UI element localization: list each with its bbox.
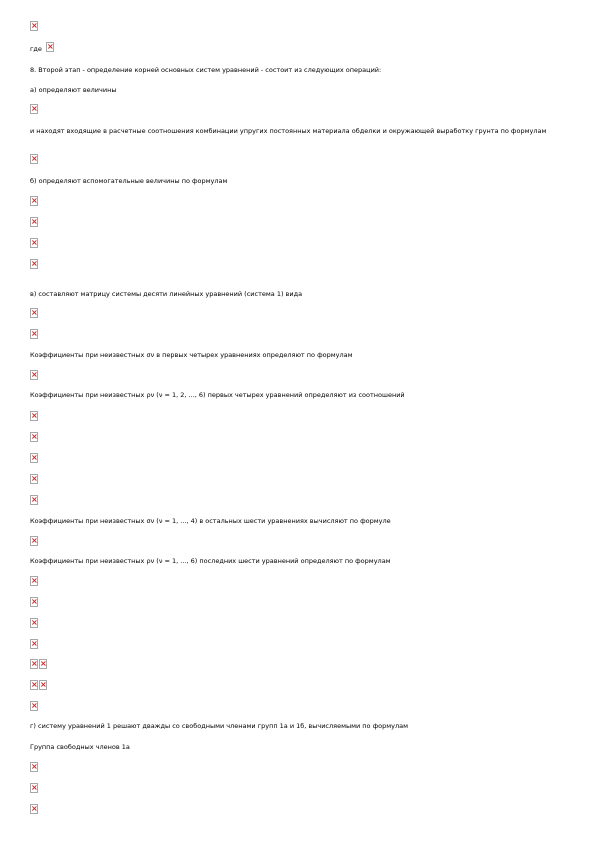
- broken-image-icon: [39, 680, 47, 690]
- broken-image-icon: [30, 536, 38, 546]
- coefficients-1: Коэффициенты при неизвестных σν в первых четырех уравнениях определяют по формулам: [30, 351, 353, 359]
- broken-image-icon: [30, 680, 38, 690]
- broken-image-icon: [30, 411, 38, 421]
- broken-image-icon: [30, 196, 38, 206]
- stage-heading: 8. Второй этап - определение корней основных систем уравнений - состоит из следующих операций:: [30, 66, 382, 74]
- broken-image-icon: [30, 329, 38, 339]
- item-v: в) составляют матрицу системы десяти линейных уравнений (система 1) вида: [30, 290, 303, 298]
- broken-image-icon: [30, 659, 38, 669]
- broken-image-icon: [30, 474, 38, 484]
- broken-image-icon: [30, 495, 38, 505]
- where-line: [30, 45, 565, 54]
- where-label: где: [30, 45, 42, 53]
- paragraph-a: и находят входящие в расчетные соотношения комбинации упругих постоянных материала обделки и окружающей выработку грунта по формулам: [30, 127, 547, 135]
- item-g: г) систему уравнений 1 решают дважды со свободными членами групп 1а и 1б, вычисляемыми по формулам: [30, 722, 409, 730]
- broken-image-icon: [30, 238, 38, 248]
- broken-image-icon: [30, 618, 38, 628]
- broken-image-icon: [30, 453, 38, 463]
- broken-image-icon: [30, 21, 38, 31]
- broken-image-icon: [30, 104, 38, 114]
- broken-image-icon: [30, 259, 38, 269]
- group-1a-label: Группа свободных членов 1а: [30, 743, 130, 751]
- broken-image-icon: [30, 639, 38, 649]
- broken-image-icon: [30, 370, 38, 380]
- broken-image-icon: [30, 308, 38, 318]
- coefficients-4: Коэффициенты при неизвестных ρν (ν = 1, ..., 6) последних шести уравнений определяют по формулам: [30, 557, 391, 565]
- broken-image-icon: [30, 783, 38, 793]
- item-a: а) определяют величины: [30, 86, 117, 94]
- item-b: б) определяют вспомогательные величины по формулам: [30, 177, 228, 185]
- broken-image-icon: [30, 701, 38, 711]
- broken-image-icon: [46, 42, 54, 52]
- coefficients-2: Коэффициенты при неизвестных ρν (ν = 1, 2, ..., 6) первых четырех уравнений определяют из соотношений: [30, 391, 405, 399]
- broken-image-icon: [30, 154, 38, 164]
- broken-image-icon: [30, 762, 38, 772]
- coefficients-3: Коэффициенты при неизвестных σν (ν = 1, ..., 4) в остальных шести уравнениях вычисляют по формуле: [30, 517, 391, 525]
- broken-image-icon: [30, 597, 38, 607]
- broken-image-icon: [39, 659, 47, 669]
- broken-image-icon: [30, 804, 38, 814]
- broken-image-icon: [30, 432, 38, 442]
- broken-image-icon: [30, 576, 38, 586]
- broken-image-icon: [30, 217, 38, 227]
